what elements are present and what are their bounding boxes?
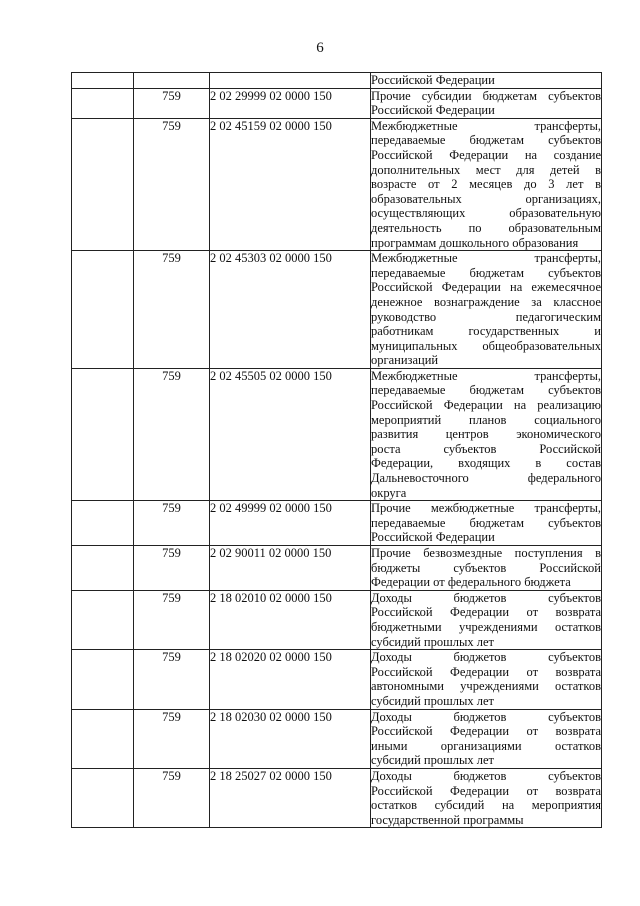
- admin-code-cell: 759: [134, 768, 210, 827]
- income-name-line: Российской Федерации: [371, 530, 495, 545]
- income-name-line: передаваемые бюджетам субъектов: [371, 383, 601, 398]
- table-row: [72, 590, 602, 649]
- income-name-line: передаваемые бюджетам субъектов: [371, 133, 601, 148]
- admin-code-cell: 759: [134, 251, 210, 369]
- budget-codes-table: [71, 72, 602, 828]
- income-name-line: Российской Федерации от возврата: [371, 724, 601, 739]
- income-name-cell: [371, 368, 602, 500]
- income-name-cell: [371, 546, 602, 591]
- income-name-line: мероприятий планов социального: [371, 412, 601, 427]
- income-name-line: автономными учреждениями остатков: [371, 679, 601, 694]
- income-name-line: дополнительных мест для детей в: [371, 162, 601, 177]
- income-name-line: субсидий прошлых лет: [371, 693, 495, 708]
- empty-cell: [72, 590, 134, 649]
- table-row: [72, 118, 602, 250]
- admin-code-cell: 759: [134, 709, 210, 768]
- table-row: [72, 546, 602, 591]
- budget-classification-code-cell: 2 18 02030 02 0000 150: [210, 709, 371, 768]
- income-name-line: Федерации, входящих в состав: [371, 456, 601, 471]
- income-name-line: работникам государственных и: [371, 324, 601, 339]
- income-name-line: Межбюджетные трансферты,: [371, 118, 601, 133]
- income-name-line: субсидий прошлых лет: [371, 753, 495, 768]
- budget-classification-code-cell: 2 18 02010 02 0000 150: [210, 590, 371, 649]
- income-name-line: Межбюджетные трансферты,: [371, 368, 601, 383]
- income-name-line: Доходы бюджетов субъектов: [371, 650, 601, 665]
- income-name-line: остатков субсидий на мероприятия: [371, 798, 601, 813]
- budget-classification-code-cell: 2 02 45159 02 0000 150: [210, 118, 371, 250]
- admin-code-cell: 759: [134, 501, 210, 546]
- table-row: [72, 650, 602, 709]
- income-name-cell: [371, 88, 602, 118]
- income-name-line: возрасте от 2 месяцев до 3 лет в: [371, 177, 601, 192]
- income-name-line: Российской Федерации: [371, 73, 495, 87]
- admin-code-cell: 759: [134, 368, 210, 500]
- table-body: [72, 73, 602, 828]
- budget-classification-code-cell: 2 18 02020 02 0000 150: [210, 650, 371, 709]
- income-name-cell: [371, 118, 602, 250]
- income-name-line: Дальневосточного федерального: [371, 471, 601, 486]
- budget-classification-code-cell: [210, 73, 371, 89]
- income-name-line: иными организациями остатков: [371, 738, 601, 753]
- income-name-line: руководство педагогическим: [371, 309, 601, 324]
- income-name-line: Российской Федерации на реализацию: [371, 398, 601, 413]
- empty-cell: [72, 251, 134, 369]
- table-row: [72, 88, 602, 118]
- income-name-line: деятельность по образовательным: [371, 220, 601, 235]
- income-name-cell: [371, 501, 602, 546]
- income-name-cell: [371, 590, 602, 649]
- income-name-cell: [371, 650, 602, 709]
- income-name-cell: [371, 768, 602, 827]
- income-name-line: государственной программы: [371, 812, 524, 827]
- income-name-cell: [371, 709, 602, 768]
- income-name-line: Федерации от федерального бюджета: [371, 575, 571, 590]
- budget-classification-code-cell: 2 02 29999 02 0000 150: [210, 88, 371, 118]
- budget-classification-code-cell: 2 02 45303 02 0000 150: [210, 251, 371, 369]
- table-row: [72, 501, 602, 546]
- income-name-line: Российской Федерации: [371, 103, 495, 118]
- income-name-line: денежное вознаграждение за классное: [371, 294, 601, 309]
- income-name-line: программам дошкольного образования: [371, 235, 579, 250]
- empty-cell: [72, 368, 134, 500]
- admin-code-cell: 759: [134, 546, 210, 591]
- income-name-line: Доходы бюджетов субъектов: [371, 709, 601, 724]
- admin-code-cell: 759: [134, 590, 210, 649]
- income-name-line: Российской Федерации от возврата: [371, 664, 601, 679]
- income-name-line: Российской Федерации на создание: [371, 147, 601, 162]
- empty-cell: [72, 501, 134, 546]
- income-name-cell: [371, 73, 602, 89]
- admin-code-cell: 759: [134, 88, 210, 118]
- income-name-line: Доходы бюджетов субъектов: [371, 768, 601, 783]
- admin-code-cell: 759: [134, 118, 210, 250]
- table-row: [72, 709, 602, 768]
- income-name-line: бюджетными учреждениями остатков: [371, 619, 601, 634]
- income-name-line: Доходы бюджетов субъектов: [371, 590, 601, 605]
- income-name-line: округа: [371, 485, 407, 500]
- empty-cell: [72, 650, 134, 709]
- table-row: [72, 73, 602, 89]
- budget-classification-code-cell: 2 02 90011 02 0000 150: [210, 546, 371, 591]
- page-number: 6: [316, 40, 324, 56]
- income-name-line: организаций: [371, 353, 439, 368]
- budget-classification-code-cell: 2 02 45505 02 0000 150: [210, 368, 371, 500]
- income-name-line: Российской Федерации от возврата: [371, 605, 601, 620]
- income-name-line: образовательных организациях,: [371, 191, 601, 206]
- income-name-line: Российской Федерации на ежемесячное: [371, 280, 601, 295]
- empty-cell: [72, 73, 134, 89]
- table-row: [72, 368, 602, 500]
- income-name-line: осуществляющих образовательную: [371, 206, 601, 221]
- income-name-line: Российской Федерации от возврата: [371, 783, 601, 798]
- empty-cell: [72, 546, 134, 591]
- income-name-line: Прочие субсидии бюджетам субъектов: [371, 88, 601, 103]
- income-name-line: передаваемые бюджетам субъектов: [371, 265, 601, 280]
- income-name-line: Межбюджетные трансферты,: [371, 251, 601, 266]
- income-name-line: бюджеты субъектов Российской: [371, 560, 601, 575]
- budget-classification-code-cell: 2 02 49999 02 0000 150: [210, 501, 371, 546]
- income-name-line: Прочие межбюджетные трансферты,: [371, 501, 601, 516]
- income-name-line: субсидий прошлых лет: [371, 634, 495, 649]
- empty-cell: [72, 118, 134, 250]
- empty-cell: [72, 709, 134, 768]
- admin-code-cell: 759: [134, 650, 210, 709]
- admin-code-cell: [134, 73, 210, 89]
- income-name-line: развития центров экономического: [371, 427, 601, 442]
- empty-cell: [72, 88, 134, 118]
- empty-cell: [72, 768, 134, 827]
- table-row: [72, 251, 602, 369]
- table-row: [72, 768, 602, 827]
- income-name-cell: [371, 251, 602, 369]
- income-name-line: Прочие безвозмездные поступления в: [371, 546, 601, 560]
- income-name-line: роста субъектов Российской: [371, 441, 601, 456]
- budget-classification-code-cell: 2 18 25027 02 0000 150: [210, 768, 371, 827]
- income-name-line: муниципальных общеобразовательных: [371, 338, 601, 353]
- income-name-line: передаваемые бюджетам субъектов: [371, 515, 601, 530]
